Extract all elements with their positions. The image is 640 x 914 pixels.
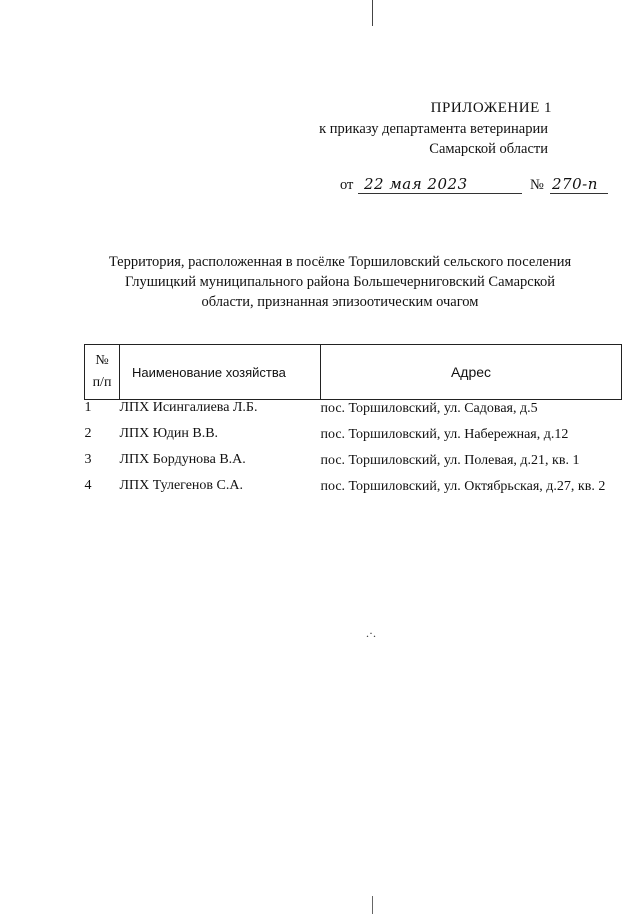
row-number: 3 [84,452,92,467]
farm-name: ЛПХ Тулегенов С.А. [119,478,243,493]
header-number-sign: № [95,353,109,368]
document-subject [40,252,640,312]
subject-line-1: Территория, расположенная в посёлке Торшиловский сельского поселения [108,254,572,270]
table-row [85,426,622,452]
table-row [85,400,622,427]
appendix-line-region: Самарской области [429,141,548,157]
farms-table [84,344,622,504]
subject-line-3: области, признанная эпизоотическим очагом [201,294,479,310]
date-prefix: от [340,177,354,193]
header-address: Адрес [321,345,622,400]
handwritten-date: 22 мая 2023 [364,175,468,193]
appendix-title: ПРИЛОЖЕНИЕ 1 [430,100,552,116]
stray-mark: .·. [366,626,376,640]
farm-address: пос. Торшиловский, ул. Набережная, д.12 [320,427,569,442]
fold-mark-bottom [372,896,373,914]
order-date-number-row [340,176,610,200]
table-row [85,478,622,504]
farm-address: пос. Торшиловский, ул. Полевая, д.21, кв. 1 [320,453,580,468]
header-number [85,345,120,400]
farm-name: ЛПХ Исингалиева Л.Б. [119,400,258,415]
row-number: 2 [84,426,92,441]
table-row [85,452,622,478]
date-underline [358,193,522,194]
number-underline [550,193,608,194]
header-farm-name: Наименование хозяйства [120,345,321,400]
appendix-line-order: к приказу департамента ветеринарии [319,121,548,137]
row-number: 4 [84,478,92,493]
table-header-row [85,345,622,400]
farm-name: ЛПХ Юдин В.В. [119,426,219,441]
farm-name: ЛПХ Бордунова В.А. [119,452,246,467]
number-prefix: № [530,177,544,193]
farm-address: пос. Торшиловский, ул. Садовая, д.5 [320,401,538,416]
farm-address: пос. Торшиловский, ул. Октябрьская, д.27, кв. 2 [320,479,606,494]
header-number-pp: п/п [92,375,112,390]
fold-mark-top [372,0,373,26]
handwritten-number: 270-п [552,175,598,193]
row-number: 1 [84,400,92,415]
subject-line-2: Глушицкий муниципального района Большечерниговский Самарской [124,274,556,290]
